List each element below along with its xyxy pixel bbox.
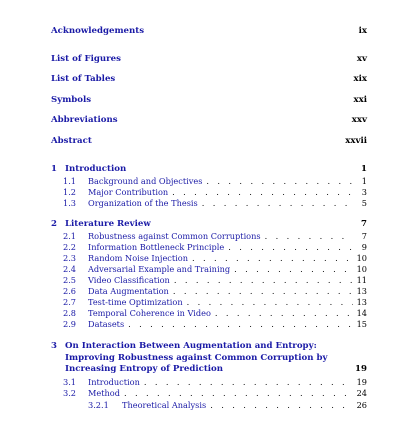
toc-section-2-4[interactable] [51, 264, 367, 275]
toc-section-2-5[interactable] [51, 275, 367, 286]
chapter-number[interactable]: 1 [51, 164, 57, 174]
leader-dots [144, 377, 353, 388]
toc-section-2-6[interactable] [51, 286, 367, 297]
toc-section-2-2[interactable] [51, 242, 367, 253]
section-page: 10 [356, 253, 367, 263]
section-number[interactable]: 1.3 [63, 198, 77, 208]
section-page: 11 [356, 275, 367, 285]
section-title[interactable]: Robustness against Common Corruptions [88, 231, 261, 241]
chapter-title[interactable]: On Interaction Between Augmentation and Entropy: Improving Robustness against Common Corruption by Increasing Entropy of Prediction [65, 341, 328, 374]
chapter-title[interactable]: Introduction [65, 164, 127, 174]
section-title[interactable]: Introduction [88, 377, 140, 387]
toc-section-2-8[interactable] [51, 308, 367, 319]
toc-section-3-1[interactable] [51, 377, 367, 388]
section-page: 15 [356, 319, 367, 329]
section-number[interactable]: 2.5 [63, 275, 77, 285]
section-number[interactable]: 3.2 [63, 388, 77, 398]
toc-section-2-9[interactable] [51, 319, 367, 330]
section-page: 14 [356, 308, 367, 318]
toc-entry-page: xxv [351, 115, 367, 125]
section-title[interactable]: Temporal Coherence in Video [88, 308, 211, 318]
leader-dots [265, 231, 353, 242]
toc-entry-page: xix [353, 74, 367, 84]
section-page: 19 [356, 377, 367, 387]
toc-entry-symbols[interactable] [51, 95, 367, 106]
leader-dots [234, 264, 352, 275]
section-page: 3 [361, 187, 367, 197]
leader-dots [174, 275, 353, 286]
leader-dots [228, 242, 353, 253]
section-page: 5 [361, 198, 367, 208]
section-title[interactable]: Method [88, 388, 120, 398]
chapter-page: 7 [361, 219, 367, 229]
section-title[interactable]: Data Augmentation [88, 286, 169, 296]
section-number[interactable]: 2.2 [63, 242, 77, 252]
section-page: 9 [361, 242, 367, 252]
toc-entry-title[interactable]: Abstract [51, 136, 92, 146]
section-title[interactable]: Test-time Optimization [88, 297, 183, 307]
section-title[interactable]: Datasets [88, 319, 125, 329]
toc-entry-abstract[interactable] [51, 136, 367, 147]
section-title[interactable]: Organization of the Thesis [88, 198, 198, 208]
toc-section-2-1[interactable] [51, 231, 367, 242]
chapter-number[interactable]: 2 [51, 219, 57, 229]
section-number[interactable]: 2.7 [63, 297, 77, 307]
toc-entry-list-of-figures[interactable] [51, 54, 367, 65]
leader-dots [187, 297, 353, 308]
chapter-number[interactable]: 3 [51, 341, 57, 351]
toc-entry-title[interactable]: Symbols [51, 95, 92, 105]
subsection-number[interactable]: 3.2.1 [88, 400, 109, 410]
toc-section-2-7[interactable] [51, 297, 367, 308]
section-page: 7 [361, 231, 367, 241]
toc-section-2-3[interactable] [51, 253, 367, 264]
section-number[interactable]: 2.8 [63, 308, 77, 318]
section-title[interactable]: Background and Objectives [88, 176, 203, 186]
chapter-page: 1 [361, 164, 367, 174]
toc-entry-title[interactable]: Abbreviations [51, 115, 118, 125]
chapter-title[interactable]: Literature Review [65, 219, 151, 229]
toc-section-3-2[interactable] [51, 388, 367, 399]
section-title[interactable]: Major Contribution [88, 187, 169, 197]
leader-dots [124, 388, 353, 399]
section-title[interactable]: Random Noise Injection [88, 253, 188, 263]
leader-dots [192, 253, 353, 264]
section-number[interactable]: 2.9 [63, 319, 77, 329]
section-number[interactable]: 1.2 [63, 187, 77, 197]
subsection-page: 26 [356, 400, 367, 410]
toc-section-1-2[interactable] [51, 187, 367, 198]
section-page: 10 [356, 264, 367, 274]
leader-dots [128, 319, 352, 330]
toc-chapter-2[interactable] [51, 219, 367, 230]
chapter-page: 19 [355, 364, 367, 374]
section-page: 24 [356, 388, 367, 398]
toc-entry-title[interactable]: List of Figures [51, 54, 121, 64]
section-number[interactable]: 2.1 [63, 231, 77, 241]
toc-entry-acknowledgements[interactable] [51, 26, 367, 37]
section-title[interactable]: Information Bottleneck Principle [88, 242, 225, 252]
toc-entry-page: ix [358, 26, 367, 36]
subsection-title[interactable]: Theoretical Analysis [122, 400, 207, 410]
toc-entry-abbreviations[interactable] [51, 115, 367, 126]
section-title[interactable]: Adversarial Example and Training [88, 264, 231, 274]
section-page: 13 [356, 286, 367, 296]
section-page: 13 [356, 297, 367, 307]
leader-dots [202, 198, 353, 209]
toc-section-1-1[interactable] [51, 176, 367, 187]
toc-entry-page: xxvii [345, 136, 367, 146]
leader-dots [215, 308, 353, 319]
section-number[interactable]: 2.3 [63, 253, 77, 263]
leader-dots [206, 176, 353, 187]
section-title[interactable]: Video Classification [88, 275, 170, 285]
leader-dots [172, 187, 353, 198]
leader-dots [210, 400, 352, 411]
toc-subsection-3-2-1[interactable] [51, 400, 367, 411]
section-number[interactable]: 2.4 [63, 264, 77, 274]
section-number[interactable]: 2.6 [63, 286, 77, 296]
section-number[interactable]: 1.1 [63, 176, 77, 186]
toc-chapter-3[interactable] [51, 341, 367, 376]
section-number[interactable]: 3.1 [63, 377, 77, 387]
toc-entry-title[interactable]: List of Tables [51, 74, 116, 84]
toc-entry-title[interactable]: Acknowledgements [51, 26, 145, 36]
toc-section-1-3[interactable] [51, 198, 367, 209]
toc-entry-page: xv [356, 54, 367, 64]
toc-entry-page: xxi [353, 95, 367, 105]
toc-chapter-1[interactable] [51, 164, 367, 175]
leader-dots [173, 286, 353, 297]
section-page: 1 [361, 176, 367, 186]
toc-entry-list-of-tables[interactable] [51, 74, 367, 85]
